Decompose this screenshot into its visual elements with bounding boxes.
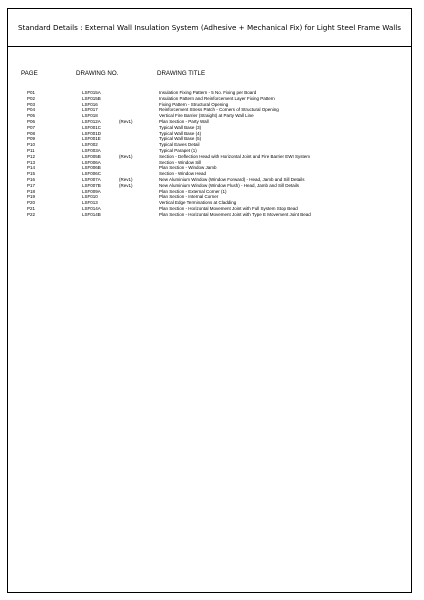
page-cell: P08 — [27, 130, 36, 136]
drawing-title-cell: Typical Wall Base (4) — [159, 130, 202, 136]
page-cell: P14 — [27, 165, 36, 171]
drawing-title-cell: Typical Wall Base (5) — [159, 136, 202, 142]
drawing-no-cell: LSF006C — [82, 171, 102, 177]
drawing-no-cell: LSF002 — [82, 142, 98, 148]
drawing-title-cell: Insulation Pattern and Reinforcement Layer Fixing Pattern — [159, 95, 275, 101]
revision-cell: (Rev1) — [119, 153, 133, 159]
drawing-no-cell: LSF003A — [82, 147, 101, 153]
drawing-no-cell: LSF001C — [82, 124, 102, 130]
drawing-title-cell: Section - Deflection Head with Horizontal Joint and Fire Barrier EWI System — [159, 153, 311, 159]
page-cell: P18 — [27, 188, 36, 194]
revision-cell: (Rev1) — [119, 176, 133, 182]
drawing-title-cell: Reinforcement Stress Patch - Corners of Structural Opening — [159, 107, 279, 113]
page-cell: P19 — [27, 194, 36, 200]
drawing-title-cell: Plan Section - Horizontal Movement Joint with Full System Stop Bead — [159, 205, 298, 211]
drawing-no-cell: LSF017 — [82, 107, 98, 113]
drawing-no-cell: LSF014B — [82, 211, 101, 217]
page-cell: P22 — [27, 211, 36, 217]
page-cell: P05 — [27, 113, 36, 119]
drawing-no-cell: LSF005B — [82, 153, 101, 159]
page-cell: P02 — [27, 95, 36, 101]
drawing-no-cell: LSF006A — [82, 159, 101, 165]
drawing-title-cell: Plan Section - External Corner (1) — [159, 188, 227, 194]
drawing-title-cell: Vertical Edge Terminations at Cladding — [159, 200, 237, 206]
drawing-title-cell: Typical Eaves Detail — [159, 142, 200, 148]
drawing-title-cell: Insulation Fixing Pattern - 5 No. Fixing per Board — [159, 90, 257, 95]
drawing-title-cell: Section - Window Head — [159, 171, 207, 177]
drawing-title-cell: New Aluminium Window (Window Flush) - Head, Jamb and Sill Details — [159, 182, 300, 188]
drawing-title-cell: Typical Parapet (1) — [159, 147, 197, 153]
drawing-no-cell: LSF015B — [82, 95, 101, 101]
page-cell: P11 — [27, 147, 35, 153]
revision-cell: (Rev1) — [119, 182, 133, 188]
drawing-list — [8, 90, 411, 218]
drawing-title-cell: Plan Section - Window Jamb — [159, 165, 217, 171]
drawing-no-cell: LSF018 — [82, 113, 98, 119]
drawing-title-cell: Plan Section - Party Wall — [159, 118, 209, 124]
drawing-title-cell: New Aluminium Window (Window Forward) - Head, Jamb and Sill Details — [159, 176, 305, 182]
page-cell: P15 — [27, 171, 36, 177]
drawing-no-cell: LSF014A — [82, 205, 101, 211]
page-cell: P01 — [27, 90, 36, 95]
drawing-no-cell: LSF006B — [82, 165, 101, 171]
drawing-no-cell: LSF010 — [82, 194, 98, 200]
page-cell: P20 — [27, 200, 36, 206]
column-header-drawing-title: DRAWING TITLE — [157, 70, 206, 77]
drawing-title-cell: Typical Wall Base (3) — [159, 124, 202, 130]
column-header-drawing-no: DRAWING NO. — [76, 70, 119, 77]
drawing-no-cell: LSF013 — [82, 200, 98, 206]
drawing-no-cell: LSF012A — [82, 118, 101, 124]
page-cell: P13 — [27, 159, 36, 165]
drawing-title-cell: Vertical Fire Barrier (Straight) at Party Wall Line — [159, 113, 254, 119]
table-row — [8, 212, 411, 218]
page-cell: P21 — [27, 205, 36, 211]
page-cell: P12 — [27, 153, 36, 159]
drawing-no-cell: LSF015A — [82, 90, 101, 95]
drawing-title-cell: Fixing Pattern - Structural Opening — [159, 101, 229, 107]
drawing-title-cell: Section - Window Sill — [159, 159, 202, 165]
page-cell: P04 — [27, 107, 36, 113]
drawing-no-cell: LSF001E — [82, 136, 101, 142]
drawing-no-cell: LSF001D — [82, 130, 102, 136]
drawing-no-cell: LSF016 — [82, 101, 98, 107]
page-cell: P09 — [27, 136, 36, 142]
document-header — [8, 9, 411, 47]
column-header-page: PAGE — [21, 70, 38, 77]
drawing-no-cell: LSF007A — [82, 176, 101, 182]
revision-cell: (Rev1) — [119, 118, 133, 124]
page-cell: P06 — [27, 118, 36, 124]
page-cell: P17 — [27, 182, 36, 188]
page-cell: P16 — [27, 176, 36, 182]
drawing-no-cell: LSF009A — [82, 188, 101, 194]
drawing-title-cell: Plan Section - Internal Corner — [159, 194, 219, 200]
page-cell: P03 — [27, 101, 36, 107]
page-cell: P10 — [27, 142, 36, 148]
document-frame — [7, 8, 412, 593]
page-cell: P07 — [27, 124, 36, 130]
drawing-no-cell: LSF007B — [82, 182, 101, 188]
document-title: Standard Details : External Wall Insulation System (Adhesive + Mechanical Fix) for Light Steel Frame Walls — [17, 23, 402, 32]
drawing-title-cell: Plan Section - Horizontal Movement Joint with Type E Movement Joint Bead — [159, 211, 311, 217]
